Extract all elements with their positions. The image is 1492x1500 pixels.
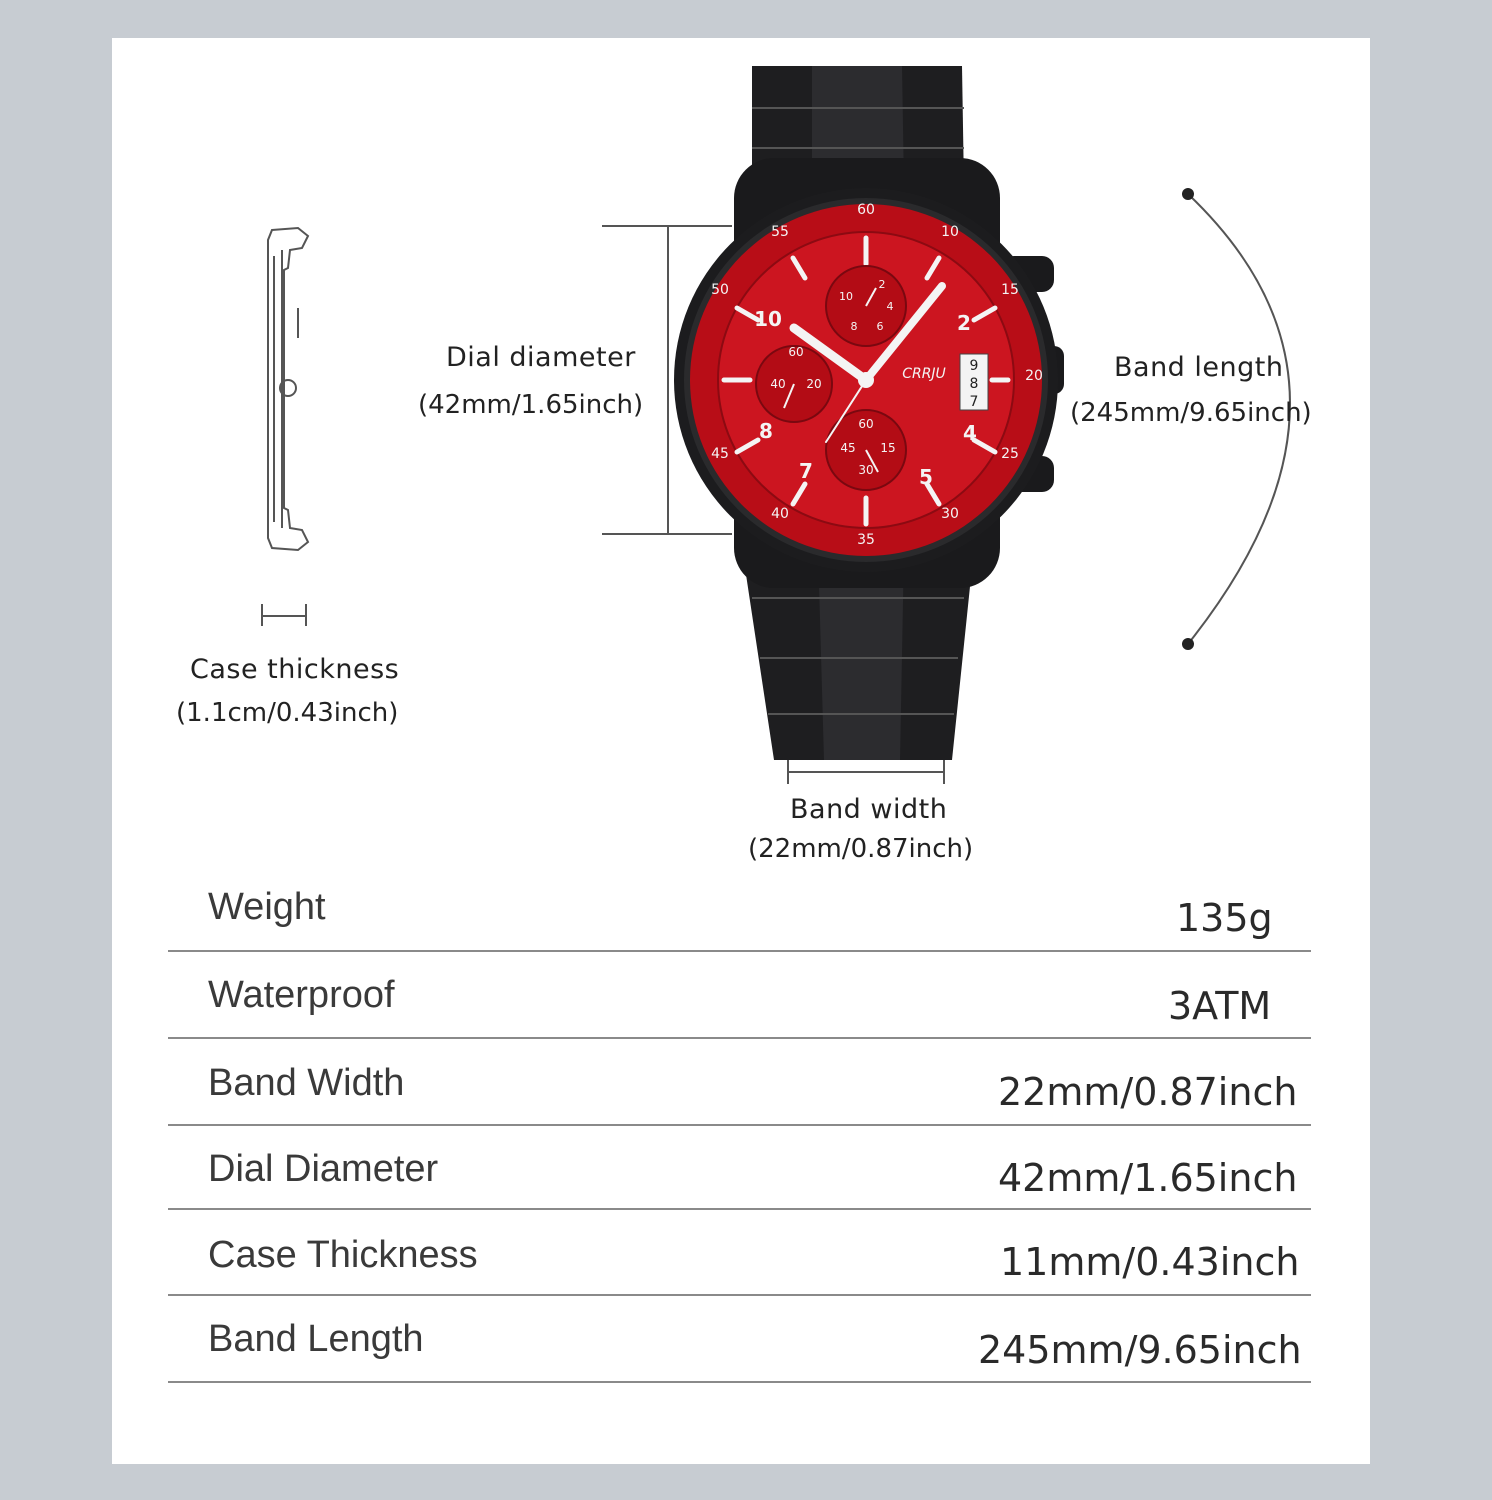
band-length-title: Band length bbox=[1114, 352, 1284, 383]
row-divider bbox=[168, 1381, 1311, 1383]
row-divider bbox=[168, 1037, 1311, 1039]
row-divider bbox=[168, 1294, 1311, 1296]
spec-name: Case Thickness bbox=[208, 1234, 478, 1276]
svg-text:30: 30 bbox=[858, 463, 874, 477]
dial-diameter-title: Dial diameter bbox=[446, 342, 636, 373]
dial-diameter-value: (42mm/1.65inch) bbox=[418, 390, 644, 420]
spec-name: Dial Diameter bbox=[208, 1148, 439, 1190]
svg-text:6: 6 bbox=[876, 320, 884, 333]
svg-text:15: 15 bbox=[880, 441, 896, 455]
row-divider bbox=[168, 1124, 1311, 1126]
svg-text:2: 2 bbox=[878, 278, 886, 291]
bezel-30: 30 bbox=[941, 506, 959, 522]
svg-text:8: 8 bbox=[969, 376, 979, 392]
bezel-35: 35 bbox=[857, 532, 875, 548]
numeral-10: 10 bbox=[754, 307, 782, 331]
date-window bbox=[960, 354, 988, 410]
numeral-8: 8 bbox=[759, 419, 773, 443]
spec-value: 22mm/0.87inch bbox=[998, 1070, 1298, 1114]
brand-logo: CRRJU bbox=[902, 366, 946, 382]
svg-text:40: 40 bbox=[770, 377, 786, 391]
spec-name: Waterproof bbox=[208, 974, 395, 1016]
spec-value: 3ATM bbox=[1168, 984, 1272, 1028]
svg-text:9: 9 bbox=[969, 358, 979, 374]
bezel-20: 20 bbox=[1025, 368, 1043, 384]
spec-name: Band Length bbox=[208, 1318, 424, 1360]
svg-text:60: 60 bbox=[788, 345, 804, 359]
svg-text:8: 8 bbox=[850, 320, 858, 333]
band-length-value: (245mm/9.65inch) bbox=[1070, 398, 1312, 428]
svg-text:7: 7 bbox=[969, 394, 979, 410]
spec-value: 245mm/9.65inch bbox=[978, 1328, 1302, 1372]
svg-text:20: 20 bbox=[806, 377, 822, 391]
numeral-5: 5 bbox=[919, 465, 933, 489]
spec-value: 135g bbox=[1176, 896, 1273, 940]
svg-text:60: 60 bbox=[858, 417, 874, 431]
band-width-value: (22mm/0.87inch) bbox=[748, 834, 974, 864]
bezel-10: 10 bbox=[941, 224, 959, 240]
svg-text:10: 10 bbox=[839, 290, 853, 303]
spec-name: Band Width bbox=[208, 1062, 405, 1104]
case-profile-drawing bbox=[268, 228, 308, 550]
band-width-title: Band width bbox=[790, 794, 948, 825]
svg-text:4: 4 bbox=[886, 300, 894, 313]
bezel-25: 25 bbox=[1001, 446, 1019, 462]
row-divider bbox=[168, 1208, 1311, 1210]
bezel-60: 60 bbox=[857, 202, 875, 218]
subdial-left bbox=[756, 345, 832, 422]
spec-card bbox=[112, 38, 1370, 1464]
subdial-top bbox=[826, 266, 906, 346]
bezel-55: 55 bbox=[771, 224, 789, 240]
spec-value: 11mm/0.43inch bbox=[1000, 1240, 1300, 1284]
band-width-marker bbox=[788, 760, 944, 784]
bezel-45: 45 bbox=[711, 446, 729, 462]
numeral-4: 4 bbox=[963, 421, 977, 445]
bezel-15: 15 bbox=[1001, 282, 1019, 298]
case-thickness-marker bbox=[262, 604, 306, 626]
row-divider bbox=[168, 950, 1311, 952]
bezel-50: 50 bbox=[711, 282, 729, 298]
spec-name: Weight bbox=[208, 886, 326, 928]
watch-diagram bbox=[112, 38, 1370, 898]
case-thickness-title: Case thickness bbox=[190, 654, 400, 685]
numeral-2: 2 bbox=[957, 311, 971, 335]
case-thickness-value: (1.1cm/0.43inch) bbox=[176, 698, 399, 728]
bezel-40: 40 bbox=[771, 506, 789, 522]
svg-text:45: 45 bbox=[840, 441, 856, 455]
spec-value: 42mm/1.65inch bbox=[998, 1156, 1298, 1200]
numeral-7: 7 bbox=[799, 459, 813, 483]
